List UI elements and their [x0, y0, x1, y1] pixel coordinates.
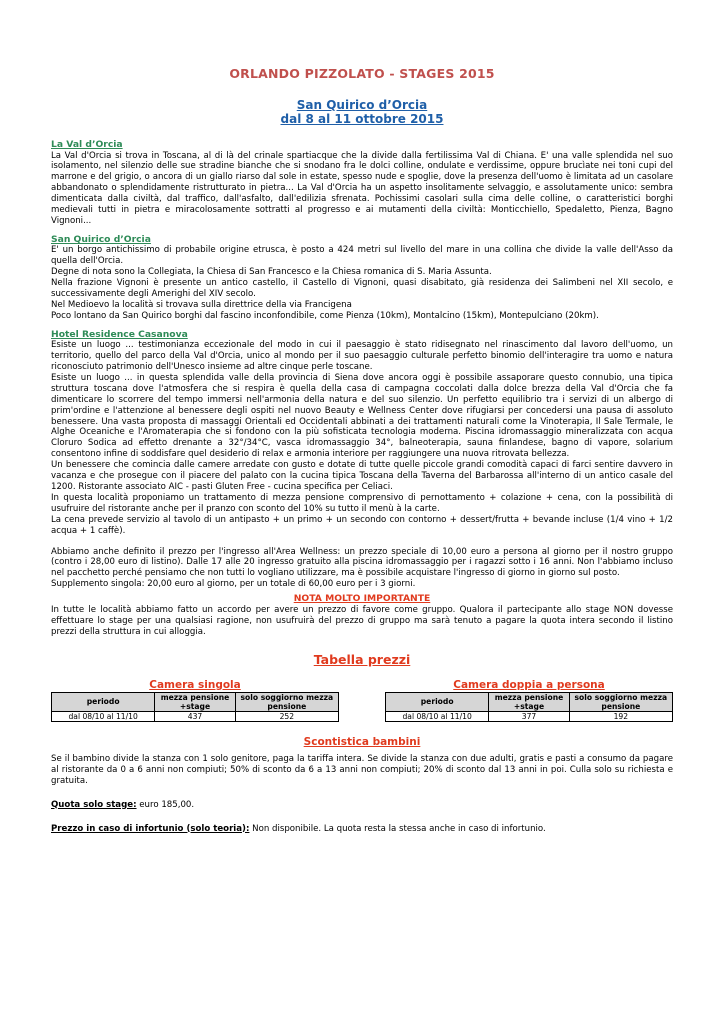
- table-header-row: [386, 692, 673, 711]
- section-heading-hotel: Hotel Residence Casanova: [51, 328, 188, 340]
- table-header-row: [52, 692, 339, 711]
- double-room-price-table: [385, 692, 673, 722]
- table-cell: dal 08/10 al 11/10: [386, 711, 489, 721]
- table-row: [52, 711, 339, 721]
- location-title: San Quirico d’Orcia: [296, 98, 428, 112]
- hotel-paragraph: In questa località proponiamo un trattamento di mezza pensione comprensivo di pernottamento + colazione + cena, con la possibilità di usufruire del ristorante anche per il pranzo con sconto del 10% su tutto il menù à la carte.: [51, 492, 673, 514]
- hotel-paragraph: Esiste un luogo ... in questa splendida valle della provincia di Siena dove ancora oggi è possibile assaporare questo connubio, una tipica struttura toscana dove l'atmosfera che si respira è quella della casa di campagna coccolati dalla dolce brezza della Val d'Orcia che fa dimenticare lo scorrere del tempo immersi nell'armonia della natura e del suo silenzio. Un perfetto equilibrio tra i servizi di un albergo di prim'ordine e l'attenzione al benessere degli ospiti nel nuovo Beauty e Wellness Center dove rifugiarsi per concedersi una pausa di assoluto benessere. Una vasta proposta di massaggi Orientali ed Occidentali abbinati a dei trattamenti naturali come la Vinoterapia, Il Sale Termale, le Alghe Oceaniche e l'Aromaterapia che si fondono con la più sofisticata tecnologia moderna. Piscina idromassaggio mineralizzata con acqua Cloruro Sodica ad effetto drenante a 32°/34°C, vasca idromassaggio 34°, balneoterapia, sauna finlandese, bagno di vapore, solarium consentono infine di soddisfare quel desiderio di relax e armonia interiore per raggiungere una nuova ritrovata bellezza.: [51, 372, 673, 460]
- price-tables: [51, 679, 673, 722]
- table-cell: dal 08/10 al 11/10: [52, 711, 155, 721]
- column-header: mezza pensione +stage: [155, 692, 235, 711]
- column-header: mezza pensione +stage: [489, 692, 569, 711]
- san-quirico-line: E' un borgo antichissimo di probabile origine etrusca, è posto a 424 metri sul livello del mare in una collina che divide la valle dell'Asso da quella dell'Orcia.: [51, 245, 673, 267]
- injury-label: Prezzo in caso di infortunio (solo teoria):: [51, 823, 250, 834]
- table-cell: 437: [155, 711, 235, 721]
- supplement-paragraph: Supplemento singola: 20,00 euro al giorno, per un totale di 60,00 euro per i 3 giorni.: [51, 579, 416, 590]
- val-orcia-text: La Val d'Orcia si trova in Toscana, al di là del crinale spartiacque che la divide dalla fertilissima Val di Chiana. E' una valle splendida nel suo isolamento, nel silenzio delle sue stradine bianche che si snodano fra le dolci colline, ondulate e verdissime, oppure brucìate nei toni cupi del marrone e del grigio, o ancora di un giallo riarso dal sole in estate, spesso nude e spoglie, dove la presenza dell'uomo è limitata ad un casolare abbandonato o splendidamente ristrutturato in pietra... La Val d'Orcia ha un aspetto insolitamente selvaggio, e assolutamente unico: sembra dimenticata dalla civiltà, dal traffico, dall'asfalto, dall'edilizia sfrenata. Pochissimi casolari sulla cima delle colline, o caratteristici borghi medievali tutti in pietra e miracolosamente sottratti al progresso e ai mutamenti della civiltà: Monticchiello, Spedaletto, Pienza, Bagno Vignoni...: [51, 150, 673, 226]
- wellness-paragraph: Abbiamo anche definito il prezzo per l'ingresso all'Area Wellness: un prezzo speciale di 10,00 euro a persona al giorno per il nostro gruppo (contro i 28,00 euro di listino). Dalle 17 alle 20 ingresso gratuito alla piscina idromassaggio per i ragazzi sotto i 16 anni. Non l'abbiamo incluso nel pacchetto perché pensiamo che non tutti lo vogliano utilizzare, ma è possibile acquistare l'ingresso di giorno in giorno sul posto.: [51, 546, 673, 579]
- table-cell: 252: [235, 711, 338, 721]
- double-room-heading: Camera doppia a persona: [453, 678, 605, 691]
- san-quirico-line: Degne di nota sono la Collegiata, la Chiesa di San Francesco e la Chiesa romanica di S. Maria Assunta.: [51, 267, 492, 278]
- san-quirico-line: Nella frazione Vignoni è presente un antico castello, il Castello di Vignoni, quasi disabitato, già residenza dei Salimbeni nel XII secolo, e successivamente degli Amerighi del XIV secolo.: [51, 278, 673, 299]
- injury-value: Non disponibile. La quota resta la stessa anche in caso di infortunio.: [252, 823, 546, 834]
- hotel-paragraph: Un benessere che comincia dalle camere arredate con gusto e dotate di tutte quelle piccole grandi comodità capaci di farci sentire davvero in vacanza e che prosegue con il piacere del palato con la cucina tipica Toscana della Taverna del Barbarossa all'interno di un antico casale del 1200. Ristorante associato AIC - pasti Gluten Free - cucina specifica per Celiaci.: [51, 460, 673, 492]
- san-quirico-line: Poco lontano da San Quirico borghi dal fascino inconfondibile, come Pienza (10km), Montalcino (15km), Montepulciano (20km).: [51, 310, 599, 321]
- san-quirico-line: Nel Medioevo la località si trovava sulla direttrice della via Francigena: [51, 299, 352, 310]
- single-room-table-block: [51, 679, 339, 722]
- column-header: solo soggiorno mezza pensione: [235, 692, 338, 711]
- stage-only-label: Quota solo stage:: [51, 799, 137, 810]
- section-heading-san-quirico: San Quirico d’Orcia: [51, 233, 151, 245]
- injury-price: [51, 824, 673, 835]
- table-cell: 192: [569, 711, 672, 721]
- single-room-heading: Camera singola: [149, 678, 241, 691]
- double-room-table-block: [385, 679, 673, 722]
- child-discount-heading: Scontistica bambini: [303, 735, 421, 748]
- hotel-paragraph: Esiste un luogo ... testimonianza eccezionale del modo in cui il paesaggio è stato ridisegnato nel rinascimento dal lavoro dell'uomo, un territorio, quello del parco della Val d'Orcia, unico al mondo per il suo paesaggio culturale perfetto binomio dell'interagire tra uomo e natura riconosciuto patrimonio dell'Unesco insieme ad altre cinque perle toscane.: [51, 340, 673, 372]
- single-room-price-table: [51, 692, 339, 722]
- hotel-paragraph: La cena prevede servizio al tavolo di un antipasto + un primo + un secondo con contorno + dessert/frutta + bevande incluse (1/4 vino + 1/2 acqua + 1 caffè).: [51, 514, 673, 536]
- important-note-text: In tutte le località abbiamo fatto un accordo per avere un prezzo di favore come gruppo. Qualora il partecipante allo stage NON dovesse effettuare lo stage per una qualsiasi ragione, non usufruirà del prezzo di gruppo ma sarà tenuto a pagare la quota intera secondo il listino prezzi della struttura in cui alloggia.: [51, 605, 673, 637]
- document-title: ORLANDO PIZZOLATO - STAGES 2015: [229, 66, 495, 81]
- column-header: solo soggiorno mezza pensione: [569, 692, 672, 711]
- column-header: periodo: [386, 692, 489, 711]
- document-page: [51, 66, 673, 835]
- column-header: periodo: [52, 692, 155, 711]
- table-cell: 377: [489, 711, 569, 721]
- table-row: [386, 711, 673, 721]
- important-note-heading: NOTA MOLTO IMPORTANTE: [293, 593, 431, 605]
- child-discount-text: Se il bambino divide la stanza con 1 solo genitore, paga la tariffa intera. Se divide la stanza con due adulti, gratis e pasti a consumo da pagare al ristorante da 0 a 6 anni non compiuti; 50% di sconto da 6 a 13 anni non compiuti; 20% di sconto dal 13 anni in poi. Culla solo su richiesta e gratuita.: [51, 753, 673, 786]
- stage-only-value: euro 185,00.: [139, 799, 195, 810]
- price-table-title: Tabella prezzi: [313, 651, 411, 667]
- stage-only-price: [51, 800, 673, 811]
- section-heading-val-orcia: La Val d’Orcia: [51, 139, 123, 150]
- dates-subtitle: dal 8 al 11 ottobre 2015: [280, 112, 444, 126]
